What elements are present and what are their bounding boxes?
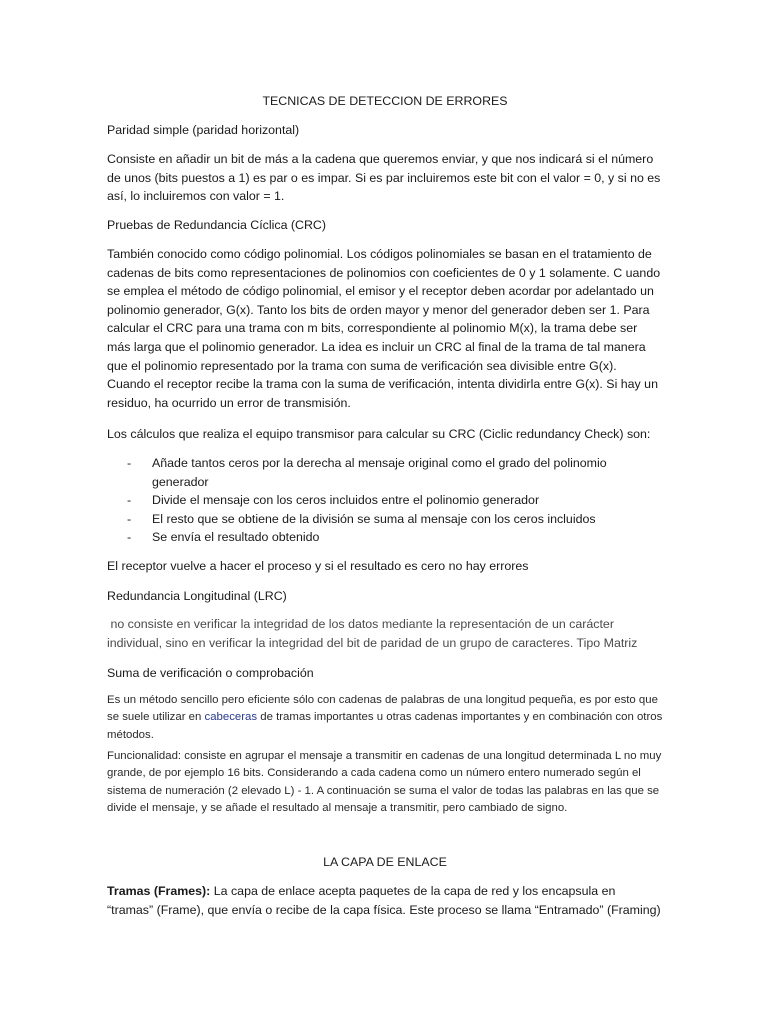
crc-step-2: Divide el mensaje con los ceros incluidos entre el polinomio generador [152,493,540,508]
frames-text: La capa de enlace acepta paquetes de la capa de red y los encapsula en “tramas” (Frame), que envía o recibe de la capa física. Este proceso se llama “Entramado” (Framing) [107,884,661,917]
bullet-dash: - [127,530,132,545]
frames-paragraph [107,882,663,919]
crc-step-4: Se envía el resultado obtenido [152,530,320,545]
checksum-heading: Suma de verificación o comprobación [107,666,314,680]
doc-title: TECNICAS DE DETECCION DE ERRORES [262,94,508,108]
checksum-paragraph [107,692,663,744]
lrc-paragraph: no consiste en verificar la integridad de los datos mediante la representación de un carácter individual, sino en verificar la integridad del bit de paridad de un grupo de caracteres. Tipo Matriz [107,617,638,650]
list-item [107,510,663,529]
list-item [107,491,663,510]
parity-heading: Paridad simple (paridad horizontal) [107,123,300,137]
crc-steps-list [107,454,663,547]
cabeceras-link[interactable]: cabeceras [204,711,258,724]
crc-paragraph: También conocido como código polinomial. Los códigos polinomiales se basan en el tratamiento de cadenas de bits como representaciones de polinomios con coeficientes de 0 y 1 solamente. C uando se emplea el método de código polinomial, el emisor y el receptor deben acordar por adelantado un polinomio generador, G(x). Tanto los bits de orden mayor y menor del generador deben ser 1. Para calcular el CRC para una trama con m bits, correspondiente al polinomio M(x), la trama debe ser más larga que el polinomio generador. La idea es incluir un CRC al final de la trama de tal manera que el polinomio representado por la trama con suma de verificación sea divisible entre G(x). Cuando el receptor recibe la trama con la suma de verificación, intenta dividirla entre G(x). Si hay un residuo, ha ocurrido un error de transmisión. [107,247,661,410]
list-item [107,454,663,491]
list-item [107,528,663,547]
checksum-text-a: Es un método sencillo pero eficiente sólo con cadenas de palabras de una longitud pequeña, es por esto que se suele utilizar en [107,694,658,724]
checksum-functionality: Funcionalidad: consiste en agrupar el mensaje a transmitir en cadenas de una longitud determinada L no muy grande, de por ejemplo 16 bits. Considerando a cada cadena como un número entero numerado según el sistema de numeración (2 elevado L) - 1. A continuación se suma el valor de todas las palabras en las que se divide el mensaje, y se añade el resultado al mensaje a transmitir, pero cambiado de signo. [107,750,662,815]
parity-paragraph: Consiste en añadir un bit de más a la cadena que queremos enviar, y que nos indicará si el número de unos (bits puestos a 1) es par o es impar. Si es par incluiremos este bit con el valor = 0, y si no es así, lo incluiremos con valor = 1. [107,152,661,204]
link-layer-title: LA CAPA DE ENLACE [323,855,447,869]
crc-conclusion: El receptor vuelve a hacer el proceso y si el resultado es cero no hay errores [107,559,529,573]
crc-intro: Los cálculos que realiza el equipo transmisor para calcular su CRC (Ciclic redundancy Check) son: [107,427,651,441]
bullet-dash: - [127,493,132,508]
crc-step-1: Añade tantos ceros por la derecha al mensaje original como el grado del polinomio generador [152,456,607,489]
bullet-dash: - [127,456,132,470]
frames-label: Tramas (Frames): [107,884,211,898]
crc-step-3: El resto que se obtiene de la división se suma al mensaje con los ceros incluidos [152,511,596,526]
checksum-text-b: de tramas importantes u otras cadenas importantes y en combinación con otros métodos. [107,711,663,741]
crc-heading: Pruebas de Redundancia Cíclica (CRC) [107,218,327,232]
bullet-dash: - [127,511,132,526]
lrc-heading: Redundancia Longitudinal (LRC) [107,589,287,603]
